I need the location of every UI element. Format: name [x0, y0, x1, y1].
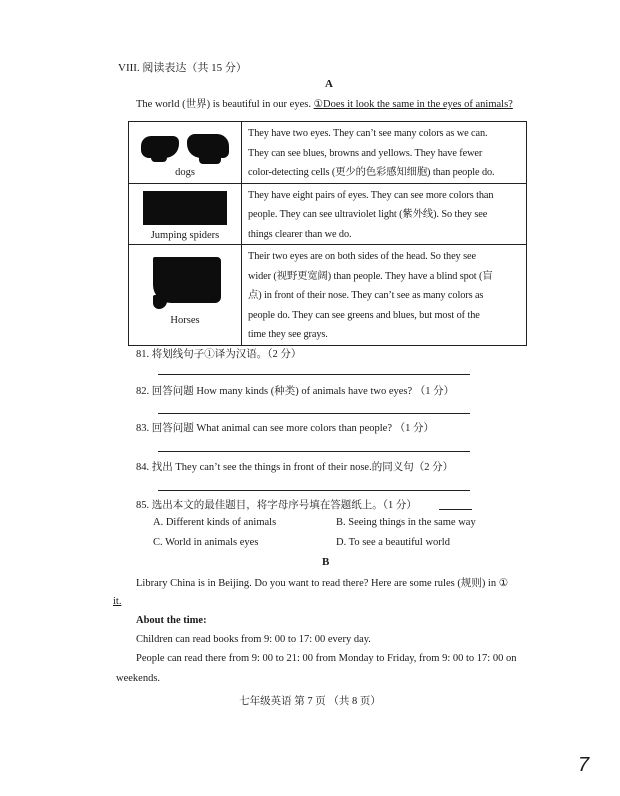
description-line: They have two eyes. They can’t see many colors as we can.: [248, 128, 488, 139]
description-line: people. They can see ultraviolet light (紫外线). So they see: [248, 209, 488, 220]
intro-text: The world (世界) is beautiful in our eyes.: [136, 99, 314, 110]
answer-line-84[interactable]: [158, 490, 470, 491]
description-line: people do. They can see greens and blues, but most of the: [248, 309, 480, 321]
answer-line-82[interactable]: [158, 413, 470, 414]
option-b[interactable]: B. Seeing things in the same way: [336, 517, 476, 528]
question-83: 83. 回答问题 What animal can see more colors than people? （1 分）: [136, 423, 434, 434]
horses-image-cell: [129, 245, 242, 346]
part-b-underlined-it: it.: [113, 596, 122, 607]
dogs-description: [242, 122, 527, 184]
about-time-heading: About the time:: [136, 615, 207, 626]
dogs-label: dogs: [175, 167, 195, 178]
people-hours-cont: weekends.: [116, 673, 161, 684]
spider-image: [143, 191, 227, 225]
description-line: time they see grays.: [248, 329, 328, 340]
description-line: color-detecting cells (更少的色彩感知细胞) than people do.: [248, 167, 495, 178]
question-84: 84. 找出 They can’t see the things in front of their nose.的同义句（2 分）: [136, 462, 454, 473]
spiders-image-cell: [129, 183, 242, 245]
answer-line-81[interactable]: [158, 374, 470, 375]
page-footer: 七年级英语 第 7 页 （共 8 页）: [239, 696, 381, 707]
horses-label: Horses: [170, 315, 200, 326]
page-number: 7: [578, 754, 590, 776]
option-d[interactable]: D. To see a beautiful world: [336, 537, 450, 548]
option-a[interactable]: A. Different kinds of animals: [153, 517, 277, 528]
description-line: 点) in front of their nose. They can’t see as many colors as: [248, 290, 484, 301]
spiders-description: [242, 183, 527, 245]
part-a-intro: [136, 96, 513, 111]
underlined-sentence-1: ①Does it look the same in the eyes of animals?: [313, 99, 513, 110]
section-title: VIII. 阅读表达（共 15 分）: [118, 62, 247, 74]
question-82: 82. 回答问题 How many kinds (种类) of animals have two eyes? （1 分）: [136, 386, 455, 397]
description-line: They have eight pairs of eyes. They can see more colors than: [248, 189, 494, 201]
spiders-label: Jumping spiders: [150, 229, 220, 241]
description-line: Their two eyes are on both sides of the head. So they see: [248, 251, 476, 262]
option-c[interactable]: C. World in animals eyes: [153, 537, 259, 548]
part-b-intro: Library China is in Beijing. Do you want to read there? Here are some rules (规则) in ①: [136, 578, 509, 589]
dogs-image-cell: [129, 122, 242, 184]
people-hours: People can read there from 9: 00 to 21: 00 from Monday to Friday, from 9: 00 to 17: 00 on: [136, 653, 517, 664]
children-hours: Children can read books from 9: 00 to 17: 00 every day.: [136, 634, 371, 645]
description-line: wider (视野更宽阔) than people. They have a blind spot (盲: [248, 270, 493, 282]
table-row: [129, 245, 527, 346]
part-a-letter: A: [325, 78, 333, 90]
question-85: 85. 选出本文的最佳题目，将字母序号填在答题纸上。（1 分）: [136, 500, 417, 511]
description-line: They can see blues, browns and yellows. They have fewer: [248, 147, 483, 159]
answer-blank-85[interactable]: [439, 509, 472, 510]
horses-description: [242, 245, 527, 346]
table-row: [129, 183, 527, 245]
question-81: 81. 将划线句子①译为汉语。（2 分）: [136, 349, 302, 360]
part-b-letter: B: [322, 556, 330, 568]
table-row: [129, 122, 527, 184]
answer-line-83[interactable]: [158, 451, 470, 452]
description-line: things clearer than we do.: [248, 228, 352, 240]
animal-vision-table: [128, 121, 527, 346]
